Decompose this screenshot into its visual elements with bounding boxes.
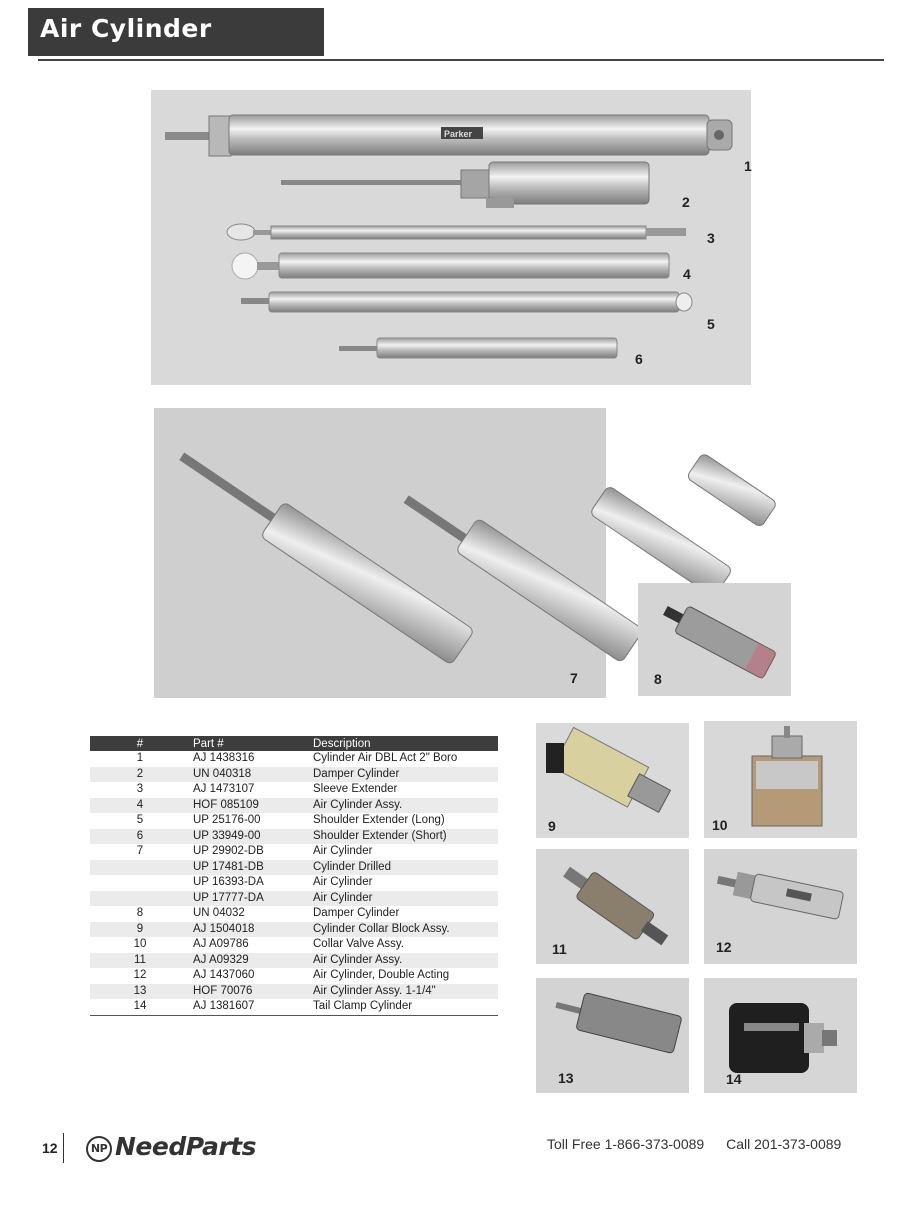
- table-row: [90, 922, 498, 938]
- cell-number: 7: [136, 845, 144, 858]
- table-row: [90, 767, 498, 783]
- label-10: 10: [712, 817, 728, 833]
- cell-number: 1: [136, 752, 144, 765]
- cell-part-number: AJ 1473107: [193, 783, 255, 796]
- table-row: [90, 813, 498, 829]
- photo-13: [536, 978, 689, 1093]
- cell-number: 3: [136, 783, 144, 796]
- cell-description: Cylinder Drilled: [313, 860, 498, 876]
- footer-divider: [63, 1133, 64, 1163]
- label-3: 3: [707, 230, 715, 246]
- cell-description: Shoulder Extender (Short): [313, 829, 498, 845]
- cell-number: 10: [133, 938, 147, 951]
- column-header-part: Part #: [190, 736, 313, 751]
- cell-description: Air Cylinder: [313, 845, 373, 858]
- column-header-number: #: [90, 736, 190, 751]
- table-row: [90, 751, 498, 767]
- call-phone[interactable]: Call 201-373-0089: [726, 1136, 842, 1152]
- cell-number: 4: [90, 798, 190, 814]
- parts-table: [90, 736, 498, 1016]
- cell-description: Damper Cylinder: [313, 907, 400, 920]
- table-row: [90, 937, 498, 953]
- label-4: 4: [683, 266, 691, 282]
- toll-free-phone[interactable]: Toll Free 1-866-373-0089: [547, 1136, 705, 1152]
- column-header-description: Description: [313, 736, 498, 751]
- page-title: Air Cylinder: [40, 14, 212, 43]
- cell-description: Collar Valve Assy.: [313, 938, 404, 951]
- label-5: 5: [707, 316, 715, 332]
- label-14: 14: [726, 1071, 742, 1087]
- cell-part-number: AJ 1504018: [190, 922, 313, 938]
- cell-part-number: UP 29902-DB: [193, 845, 264, 858]
- cell-number: 12: [133, 969, 147, 982]
- cell-description: Air Cylinder Assy. 1-1/4": [313, 984, 498, 1000]
- angled-cylinders-illustration: [154, 408, 606, 698]
- page-number: 12: [42, 1140, 58, 1156]
- cell-part-number: HOF 70076: [190, 984, 313, 1000]
- cell-part-number: HOF 085109: [190, 798, 313, 814]
- cell-number: 13: [90, 984, 190, 1000]
- photo-14: [704, 978, 857, 1093]
- cell-description: Air Cylinder: [313, 891, 498, 907]
- cell-number: 8: [136, 907, 144, 920]
- cell-part-number: AJ 1381607: [193, 1000, 255, 1013]
- cell-number: [90, 875, 190, 891]
- label-1: 1: [744, 158, 752, 174]
- cell-number: [90, 860, 190, 876]
- label-7: 7: [570, 670, 578, 686]
- brand-label: Parker: [444, 129, 473, 139]
- cell-part-number: UN 04032: [193, 907, 245, 920]
- photo-11: [536, 849, 689, 964]
- cell-part-number: UP 33949-00: [190, 829, 313, 845]
- logo-text: NeedParts: [115, 1132, 256, 1161]
- label-8: 8: [654, 671, 662, 687]
- photo-9: [536, 723, 689, 838]
- cell-part-number: UP 17481-DB: [190, 860, 313, 876]
- cell-description: Damper Cylinder: [313, 767, 498, 783]
- photo-cylinders-7: [154, 408, 606, 698]
- cell-description: Tail Clamp Cylinder: [313, 1000, 413, 1013]
- cell-number: 5: [136, 814, 144, 827]
- photo-8: [638, 583, 791, 696]
- cell-number: 9: [90, 922, 190, 938]
- table-row: [90, 860, 498, 876]
- cell-description: Sleeve Extender: [313, 783, 398, 796]
- table-row: [90, 782, 498, 798]
- cell-description: Air Cylinder: [313, 876, 373, 889]
- label-2: 2: [682, 194, 690, 210]
- table-row: [90, 844, 498, 860]
- cell-part-number: AJ 1437060: [193, 969, 255, 982]
- cell-number: [90, 891, 190, 907]
- cell-part-number: UP 25176-00: [193, 814, 261, 827]
- cell-description: Air Cylinder, Double Acting: [313, 969, 450, 982]
- cell-number: 14: [133, 1000, 147, 1013]
- cell-part-number: AJ 1438316: [193, 752, 255, 765]
- photo-cylinders-1-6: [151, 90, 751, 385]
- table-header-row: [90, 736, 498, 751]
- label-9: 9: [548, 818, 556, 834]
- cell-part-number: UP 16393-DA: [193, 876, 264, 889]
- needparts-logo[interactable]: [86, 1132, 256, 1162]
- table-row: [90, 875, 498, 891]
- header-divider: [38, 59, 884, 61]
- label-11: 11: [552, 941, 567, 957]
- cell-number: 2: [90, 767, 190, 783]
- photo-12: [704, 849, 857, 964]
- table-row: [90, 891, 498, 907]
- cell-part-number: UP 17777-DA: [190, 891, 313, 907]
- table-row: [90, 968, 498, 984]
- cell-description: Cylinder Air DBL Act 2" Boro: [313, 752, 458, 765]
- cell-description: Shoulder Extender (Long): [313, 814, 445, 827]
- cell-description: Cylinder Collar Block Assy.: [313, 922, 498, 938]
- cell-part-number: UN 040318: [190, 767, 313, 783]
- cell-number: 6: [90, 829, 190, 845]
- table-row: [90, 829, 498, 845]
- label-13: 13: [558, 1070, 574, 1086]
- label-6: 6: [635, 351, 643, 367]
- cell-description: Air Cylinder Assy.: [313, 798, 498, 814]
- label-12: 12: [716, 939, 732, 955]
- cell-part-number: AJ A09329: [190, 953, 313, 969]
- footer-contact: [547, 1136, 859, 1152]
- table-row: [90, 984, 498, 1000]
- table-row: [90, 798, 498, 814]
- table-row: [90, 953, 498, 969]
- photo-10: [704, 721, 857, 838]
- cell-description: Air Cylinder Assy.: [313, 953, 498, 969]
- cell-number: 11: [90, 953, 190, 969]
- table-row: [90, 999, 498, 1015]
- cell-part-number: AJ A09786: [193, 938, 249, 951]
- table-row: [90, 906, 498, 922]
- np-logo-icon: NP: [86, 1136, 112, 1162]
- cylinders-illustration: [151, 90, 751, 385]
